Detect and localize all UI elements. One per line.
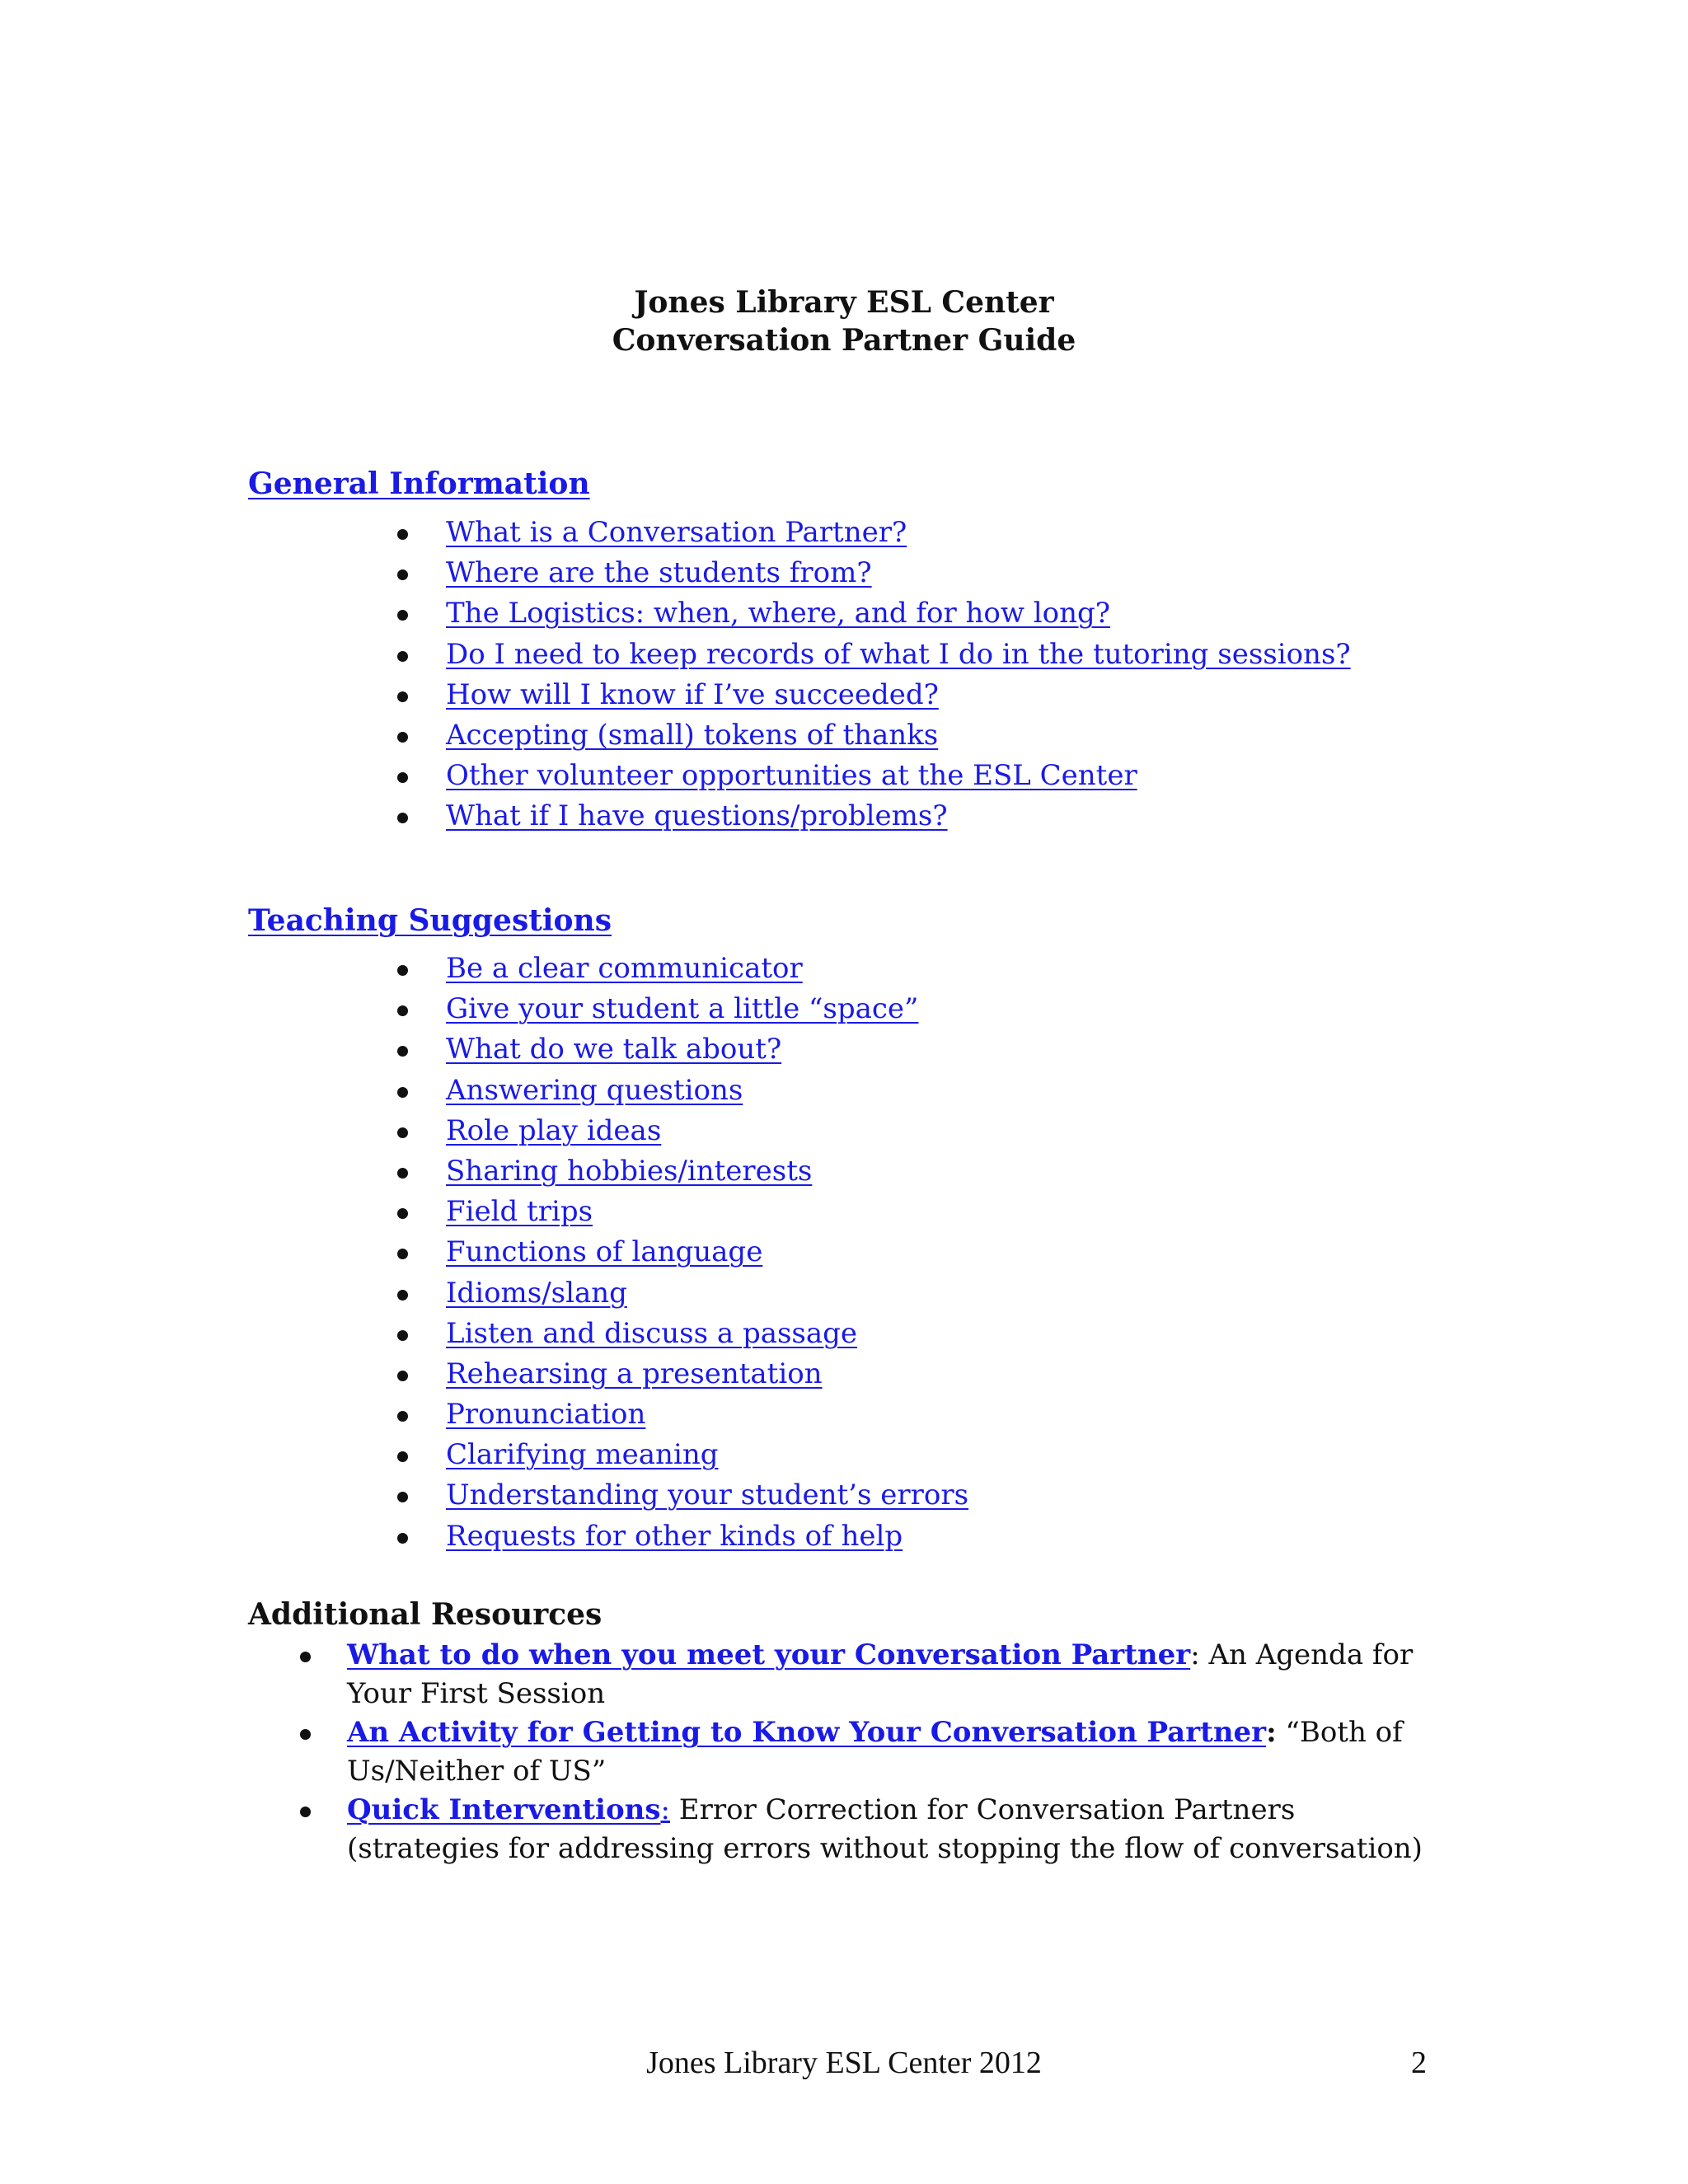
general-information-link[interactable]: Do I need to keep records of what I do in the tutoring sessions?: [446, 637, 1351, 671]
additional-resource-link[interactable]: Quick Interventions: [347, 1793, 661, 1826]
bullet-icon: [397, 1087, 408, 1098]
teaching-suggestion-link[interactable]: Requests for other kinds of help: [446, 1519, 903, 1553]
bullet-icon: [397, 813, 408, 823]
additional-resources-list: [0, 1636, 1688, 1868]
bullet-icon: [397, 1127, 408, 1138]
additional-resource-description: An Agenda for Your First Session: [347, 1638, 1414, 1710]
bullet-icon: [397, 1249, 408, 1259]
page-number: 2: [1411, 2046, 1427, 2080]
additional-resource-link[interactable]: What to do when you meet your Conversation Partner: [347, 1638, 1191, 1671]
additional-resources-heading: Additional Resources: [248, 1597, 603, 1632]
general-information-heading-link[interactable]: General Information: [248, 466, 590, 501]
bullet-icon: [397, 1046, 408, 1057]
bullet-icon: [397, 965, 408, 976]
additional-resource-body: [347, 1713, 1443, 1791]
bullet-icon: [397, 569, 408, 580]
bullet-icon: [397, 1411, 408, 1422]
teaching-suggestion-link[interactable]: Listen and discuss a passage: [446, 1316, 858, 1350]
title-line-2: Conversation Partner Guide: [612, 323, 1076, 358]
bullet-icon: [397, 1492, 408, 1502]
bullet-icon: [397, 651, 408, 662]
general-information-link[interactable]: The Logistics: when, where, and for how long?: [446, 597, 1111, 630]
teaching-suggestion-link[interactable]: Role play ideas: [446, 1113, 662, 1147]
teaching-suggestion-link[interactable]: Answering questions: [446, 1073, 743, 1107]
teaching-suggestion-link[interactable]: Sharing hobbies/interests: [446, 1154, 813, 1188]
document-title: [0, 284, 1688, 359]
additional-resource-item: [0, 1791, 1688, 1868]
additional-resource-item: [0, 1636, 1688, 1713]
additional-resource-body: [347, 1791, 1443, 1868]
general-information-link[interactable]: How will I know if I’ve succeeded?: [446, 677, 939, 711]
teaching-suggestion-link[interactable]: Understanding your student’s errors: [446, 1479, 969, 1512]
bullet-icon: [397, 1451, 408, 1462]
teaching-suggestion-link[interactable]: Clarifying meaning: [446, 1438, 719, 1472]
bullet-icon: [300, 1807, 311, 1817]
bullet-icon: [397, 610, 408, 621]
teaching-suggestion-link[interactable]: Give your student a little “space”: [446, 992, 919, 1026]
additional-resource-item: [0, 1713, 1688, 1791]
additional-resource-body: [347, 1636, 1443, 1713]
additional-resource-link[interactable]: An Activity for Getting to Know Your Conversation Partner: [347, 1716, 1267, 1749]
additional-resource-description: Error Correction for Conversation Partners (strategies for addressing errors without stopping the flow of conversation): [347, 1793, 1423, 1865]
additional-resource-separator: :: [660, 1793, 670, 1826]
bullet-icon: [300, 1729, 311, 1740]
bullet-icon: [397, 1208, 408, 1219]
general-information-link[interactable]: What is a Conversation Partner?: [446, 516, 907, 549]
bullet-icon: [397, 1533, 408, 1544]
bullet-icon: [300, 1652, 311, 1662]
bullet-icon: [397, 772, 408, 783]
teaching-suggestion-link[interactable]: Field trips: [446, 1195, 593, 1229]
teaching-suggestion-link[interactable]: Pronunciation: [446, 1398, 646, 1432]
general-information-link[interactable]: Where are the students from?: [446, 556, 872, 590]
bullet-icon: [397, 1371, 408, 1381]
bullet-icon: [397, 691, 408, 702]
general-information-link[interactable]: What if I have questions/problems?: [446, 799, 948, 833]
teaching-suggestion-link[interactable]: Be a clear communicator: [446, 952, 803, 985]
teaching-suggestion-link[interactable]: Functions of language: [446, 1235, 763, 1269]
general-information-link[interactable]: Accepting (small) tokens of thanks: [446, 718, 939, 752]
footer-text: Jones Library ESL Center 2012: [646, 2046, 1042, 2080]
bullet-icon: [397, 1330, 408, 1341]
teaching-suggestion-link[interactable]: Rehearsing a presentation: [446, 1357, 823, 1390]
general-information-link[interactable]: Other volunteer opportunities at the ESL Center: [446, 759, 1137, 793]
bullet-icon: [397, 1290, 408, 1301]
title-line-1: Jones Library ESL Center: [634, 285, 1054, 320]
teaching-suggestion-link[interactable]: What do we talk about?: [446, 1033, 782, 1066]
additional-resource-separator: :: [1190, 1638, 1200, 1671]
additional-resource-separator: :: [1266, 1716, 1277, 1749]
bullet-icon: [397, 529, 408, 540]
teaching-suggestion-link[interactable]: Idioms/slang: [446, 1276, 627, 1310]
bullet-icon: [397, 732, 408, 743]
additional-resource-description: “Both of Us/Neither of US”: [347, 1716, 1403, 1788]
bullet-icon: [397, 1168, 408, 1179]
teaching-suggestions-heading-link[interactable]: Teaching Suggestions: [248, 903, 612, 938]
bullet-icon: [397, 1005, 408, 1016]
